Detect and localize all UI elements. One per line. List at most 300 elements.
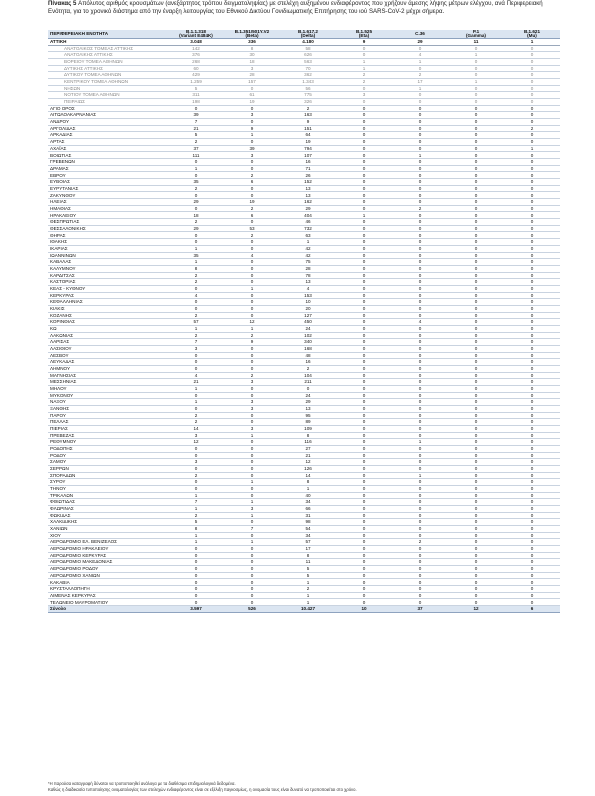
- region-cell: ΛΑΣΙΘΙΟΥ: [48, 345, 168, 352]
- table-row: [48, 199, 560, 206]
- count-cell: 0: [336, 445, 392, 452]
- region-cell: ΑΕΡΟΔΡΟΜΙΟ ΧΑΝΙΩΝ: [48, 572, 168, 579]
- count-cell: 0: [392, 325, 448, 332]
- count-cell: 0: [448, 185, 504, 192]
- count-cell: 0: [504, 385, 560, 392]
- count-cell: 0: [504, 399, 560, 406]
- count-cell: 0: [504, 272, 560, 279]
- region-cell: ΑΧΑΪΑΣ: [48, 145, 168, 152]
- header-line-1: B.1.621: [523, 30, 541, 34]
- count-cell: 0: [392, 125, 448, 132]
- count-cell: 0: [336, 125, 392, 132]
- count-cell: 3: [224, 152, 280, 159]
- count-cell: 12: [168, 439, 224, 446]
- count-cell: 2: [168, 332, 224, 339]
- count-cell: 0: [392, 179, 448, 186]
- count-cell: 0: [448, 65, 504, 72]
- count-cell: 53: [224, 225, 280, 232]
- count-cell: 0: [336, 132, 392, 139]
- region-cell: ΙΘΑΚΗΣ: [48, 239, 168, 246]
- count-cell: 24: [280, 325, 336, 332]
- count-cell: 526: [224, 606, 280, 613]
- count-cell: 0: [504, 479, 560, 486]
- count-cell: 0: [448, 245, 504, 252]
- count-cell: 0: [504, 285, 560, 292]
- count-cell: 0: [504, 425, 560, 432]
- count-cell: 0: [448, 325, 504, 332]
- count-cell: 0: [336, 439, 392, 446]
- count-cell: 66: [280, 506, 336, 513]
- count-cell: 0: [336, 586, 392, 593]
- count-cell: 0: [336, 99, 392, 106]
- count-cell: 0: [336, 359, 392, 366]
- count-cell: 0: [392, 65, 448, 72]
- region-cell: ΕΥΡΥΤΑΝΙΑΣ: [48, 185, 168, 192]
- count-cell: 2: [280, 586, 336, 593]
- count-cell: 0: [448, 526, 504, 533]
- header-line-2: (Eta): [358, 33, 370, 38]
- count-cell: 1: [168, 492, 224, 499]
- count-cell: 1: [280, 486, 336, 493]
- count-cell: 0: [392, 445, 448, 452]
- count-cell: 0: [448, 539, 504, 546]
- region-cell: ΠΙΕΡΙΑΣ: [48, 425, 168, 432]
- region-cell: ΡΕΘΥΜΝΟΥ: [48, 439, 168, 446]
- count-cell: 60: [168, 65, 224, 72]
- count-cell: 0: [448, 385, 504, 392]
- header-line-1: P.1: [472, 30, 480, 34]
- count-cell: 0: [392, 199, 448, 206]
- table-row: [48, 205, 560, 212]
- count-cell: 162: [280, 199, 336, 206]
- count-cell: 0: [504, 592, 560, 599]
- region-cell: ΑΡΓΟΛΙΔΑΣ: [48, 125, 168, 132]
- count-cell: 326: [280, 99, 336, 106]
- count-cell: 1: [504, 39, 560, 46]
- count-cell: 8: [168, 526, 224, 533]
- count-cell: 0: [168, 172, 224, 179]
- table-row: [48, 272, 560, 279]
- count-cell: 1: [448, 52, 504, 59]
- count-cell: 0: [336, 519, 392, 526]
- table-row: [48, 486, 560, 493]
- count-cell: 1: [392, 152, 448, 159]
- count-cell: 404: [280, 212, 336, 219]
- table-row: [48, 526, 560, 533]
- count-cell: 0: [504, 305, 560, 312]
- count-cell: 0: [224, 159, 280, 166]
- count-cell: 10: [280, 299, 336, 306]
- count-cell: 0: [392, 105, 448, 112]
- subregion-row: [48, 52, 560, 59]
- count-cell: 0: [448, 85, 504, 92]
- count-cell: 1: [168, 165, 224, 172]
- table-row: [48, 479, 560, 486]
- count-cell: 0: [504, 379, 560, 386]
- count-cell: 0: [392, 332, 448, 339]
- count-cell: 29: [280, 399, 336, 406]
- count-cell: 1: [336, 59, 392, 66]
- count-cell: 0: [448, 425, 504, 432]
- table-row: [48, 212, 560, 219]
- count-cell: 0: [504, 72, 560, 79]
- count-cell: 20: [280, 305, 336, 312]
- count-cell: 4: [392, 319, 448, 326]
- count-cell: 0: [448, 59, 504, 66]
- count-cell: 0: [448, 45, 504, 52]
- count-cell: 3: [224, 425, 280, 432]
- region-cell: ΚΕΑΣ - ΚΥΘΝΟΥ: [48, 285, 168, 292]
- count-cell: 0: [448, 159, 504, 166]
- caption-label: Πίνακας 5: [48, 0, 79, 7]
- count-cell: 126: [280, 466, 336, 473]
- count-cell: 0: [336, 192, 392, 199]
- count-cell: 0: [448, 459, 504, 466]
- count-cell: 0: [224, 519, 280, 526]
- count-cell: 21: [168, 379, 224, 386]
- count-cell: 71: [280, 165, 336, 172]
- count-cell: 0: [224, 85, 280, 92]
- count-cell: 0: [336, 546, 392, 553]
- count-cell: 0: [504, 319, 560, 326]
- subregion-row: [48, 45, 560, 52]
- table-row: [48, 319, 560, 326]
- count-cell: 0: [392, 519, 448, 526]
- header-region: [48, 30, 168, 39]
- count-cell: 95: [280, 412, 336, 419]
- count-cell: 0: [336, 392, 392, 399]
- region-cell: ΡΟΔΟΠΗΣ: [48, 445, 168, 452]
- count-cell: 0: [336, 425, 392, 432]
- count-cell: 29: [392, 39, 448, 46]
- count-cell: 9: [336, 39, 392, 46]
- count-cell: 0: [448, 152, 504, 159]
- count-cell: 26: [280, 172, 336, 179]
- count-cell: 58: [280, 45, 336, 52]
- subregion-row: [48, 72, 560, 79]
- count-cell: 2: [168, 272, 224, 279]
- count-cell: 0: [224, 385, 280, 392]
- count-cell: 168: [280, 345, 336, 352]
- header-line-1: ΠΕΡΙΦΕΡΕΙΑΚΗ ΕΝΟΤΗΤΑ: [50, 31, 109, 36]
- region-cell: ΛΕΣΒΟΥ: [48, 352, 168, 359]
- count-cell: 0: [336, 339, 392, 346]
- count-cell: 0: [504, 179, 560, 186]
- count-cell: 0: [504, 199, 560, 206]
- count-cell: 0: [336, 325, 392, 332]
- count-cell: 104: [280, 372, 336, 379]
- count-cell: 0: [224, 139, 280, 146]
- count-cell: 0: [448, 552, 504, 559]
- count-cell: 0: [448, 199, 504, 206]
- count-cell: 29: [168, 225, 224, 232]
- count-cell: 0: [392, 245, 448, 252]
- count-cell: 0: [392, 486, 448, 493]
- count-cell: 0: [336, 272, 392, 279]
- count-cell: 0: [448, 439, 504, 446]
- region-cell: ΜΕΣΣΗΝΙΑΣ: [48, 379, 168, 386]
- count-cell: 0: [448, 72, 504, 79]
- count-cell: 0: [392, 419, 448, 426]
- region-cell: ΛΙΜΕΝΑΣ ΚΕΡΚΥΡΑΣ: [48, 592, 168, 599]
- table-row: [48, 559, 560, 566]
- count-cell: 2: [224, 332, 280, 339]
- count-cell: 0: [504, 539, 560, 546]
- count-cell: 0: [392, 239, 448, 246]
- count-cell: 0: [336, 506, 392, 513]
- count-cell: 0: [392, 425, 448, 432]
- count-cell: 0: [504, 519, 560, 526]
- count-cell: 0: [392, 372, 448, 379]
- count-cell: 0: [168, 559, 224, 566]
- count-cell: 6: [224, 179, 280, 186]
- count-cell: 0: [504, 279, 560, 286]
- count-cell: 362: [280, 72, 336, 79]
- count-cell: 2: [224, 232, 280, 239]
- count-cell: 0: [336, 492, 392, 499]
- count-cell: 107: [280, 152, 336, 159]
- count-cell: 1: [280, 239, 336, 246]
- count-cell: 0: [336, 299, 392, 306]
- region-cell: ΤΗΝΟΥ: [48, 486, 168, 493]
- count-cell: 0: [168, 365, 224, 372]
- table-row: [48, 179, 560, 186]
- count-cell: 0: [168, 352, 224, 359]
- count-cell: 2: [336, 72, 392, 79]
- count-cell: 268: [168, 59, 224, 66]
- count-cell: 0: [168, 572, 224, 579]
- count-cell: 0: [392, 365, 448, 372]
- count-cell: 0: [336, 159, 392, 166]
- region-cell: ΑΕΡΟΔΡΟΜΙΟ ΗΡΑΚΛΕΙΟΥ: [48, 546, 168, 553]
- count-cell: 0: [392, 452, 448, 459]
- count-cell: 1: [224, 432, 280, 439]
- table-row: [48, 239, 560, 246]
- count-cell: 0: [224, 265, 280, 272]
- count-cell: 127: [280, 312, 336, 319]
- count-cell: 0: [336, 112, 392, 119]
- table-row: [48, 385, 560, 392]
- count-cell: 0: [448, 412, 504, 419]
- caption-text: Απόλυτος αριθμός κρουσμάτων (ανεξάρτητος τρόπου δειγματοληψίας) με στελέχη αυξημένου ενδιαφέροντος που χρήζουν άμεσης λήψης μέτρων ελέγχου, ανά Περιφερειακή Ενότητα, για το χρονικό διάστημα από την έναρξη λειτουργίας του Εθνικού Δικτύου Γονιδιωματικής Επιτήρησης του ιού SARS-CoV-2 μέχρι σήμερα.: [48, 0, 543, 15]
- region-cell: ΧΑΝΙΩΝ: [48, 526, 168, 533]
- count-cell: 0: [392, 139, 448, 146]
- count-cell: 0: [448, 572, 504, 579]
- count-cell: 0: [448, 139, 504, 146]
- header-line-1: B.1.617.2: [298, 30, 318, 34]
- region-cell: ΒΟΙΩΤΙΑΣ: [48, 152, 168, 159]
- count-cell: 0: [504, 159, 560, 166]
- count-cell: 0: [392, 379, 448, 386]
- table-row: [48, 365, 560, 372]
- table-row: [48, 492, 560, 499]
- region-cell: ΦΛΩΡΙΝΑΣ: [48, 506, 168, 513]
- count-cell: 0: [448, 392, 504, 399]
- count-cell: 0: [448, 566, 504, 573]
- count-cell: 27: [280, 445, 336, 452]
- count-cell: 0: [336, 419, 392, 426]
- table-row: [48, 539, 560, 546]
- count-cell: 3: [224, 399, 280, 406]
- count-cell: 0: [504, 372, 560, 379]
- count-cell: 24: [280, 392, 336, 399]
- count-cell: 0: [392, 352, 448, 359]
- count-cell: 0: [392, 252, 448, 259]
- region-cell: ΣΕΡΡΩΝ: [48, 466, 168, 473]
- region-cell: ΚΙΛΚΙΣ: [48, 305, 168, 312]
- count-cell: 0: [504, 532, 560, 539]
- subregion-row: [48, 92, 560, 99]
- count-cell: 2: [392, 205, 448, 212]
- region-cell: ΣΥΡΟΥ: [48, 479, 168, 486]
- count-cell: 0: [336, 379, 392, 386]
- table-row: [48, 125, 560, 132]
- count-cell: 0: [392, 399, 448, 406]
- count-cell: 0: [336, 305, 392, 312]
- count-cell: 0: [392, 532, 448, 539]
- table-row: [48, 392, 560, 399]
- count-cell: 0: [392, 492, 448, 499]
- count-cell: 0: [168, 405, 224, 412]
- region-cell: ΚΟΡΙΝΘΙΑΣ: [48, 319, 168, 326]
- count-cell: 2: [224, 205, 280, 212]
- region-cell: ΧΙΟΥ: [48, 532, 168, 539]
- table-row: [48, 506, 560, 513]
- count-cell: 794: [280, 145, 336, 152]
- count-cell: 0: [392, 99, 448, 106]
- count-cell: 78: [280, 272, 336, 279]
- count-cell: 0: [448, 472, 504, 479]
- count-cell: 0: [448, 372, 504, 379]
- count-cell: 0: [504, 512, 560, 519]
- count-cell: 1: [448, 79, 504, 86]
- count-cell: 0: [504, 79, 560, 86]
- count-cell: 0: [224, 579, 280, 586]
- count-cell: 151: [280, 125, 336, 132]
- count-cell: 11: [448, 39, 504, 46]
- count-cell: 0: [504, 526, 560, 533]
- count-cell: 0: [336, 512, 392, 519]
- count-cell: 14: [168, 425, 224, 432]
- count-cell: 0: [336, 165, 392, 172]
- count-cell: 18: [168, 212, 224, 219]
- region-cell: ΚΕΡΚΥΡΑΣ: [48, 292, 168, 299]
- count-cell: 0: [504, 112, 560, 119]
- count-cell: 0: [224, 559, 280, 566]
- count-cell: 0: [224, 592, 280, 599]
- count-cell: 61: [224, 92, 280, 99]
- count-cell: 0: [504, 239, 560, 246]
- count-cell: 116: [280, 439, 336, 446]
- count-cell: 0: [448, 466, 504, 473]
- count-cell: 0: [224, 546, 280, 553]
- count-cell: 450: [280, 319, 336, 326]
- count-cell: 0: [504, 352, 560, 359]
- count-cell: 3: [224, 405, 280, 412]
- count-cell: 0: [392, 506, 448, 513]
- region-cell: ΕΒΡΟΥ: [48, 172, 168, 179]
- count-cell: 3.597: [168, 606, 224, 613]
- region-cell: ΗΛΕΙΑΣ: [48, 199, 168, 206]
- footnote-1: *Η παρούσα καταγραφή δύναται να τροποποιηθεί ανάλογα με τα διαθέσιμα επιδημιολογικά δεδομένα.: [48, 781, 236, 786]
- region-cell: ΖΑΚΥΝΘΟΥ: [48, 192, 168, 199]
- header-variant: [224, 30, 280, 39]
- count-cell: 0: [224, 392, 280, 399]
- count-cell: 37: [168, 145, 224, 152]
- count-cell: 0: [224, 345, 280, 352]
- table-row: [48, 252, 560, 259]
- count-cell: 775: [280, 92, 336, 99]
- region-cell: ΑΕΡΟΔΡΟΜΙΟ ΡΟΔΟΥ: [48, 566, 168, 573]
- region-cell: ΑΝΑΤΟΛΙΚΟΣ ΤΟΜΕΑΣ ΑΤΤΙΚΗΣ: [48, 45, 168, 52]
- table-row: [48, 305, 560, 312]
- count-cell: 0: [448, 399, 504, 406]
- count-cell: 19: [224, 199, 280, 206]
- region-cell: ΠΑΡΟΥ: [48, 412, 168, 419]
- count-cell: 0: [448, 205, 504, 212]
- count-cell: 0: [448, 179, 504, 186]
- count-cell: 0: [336, 345, 392, 352]
- count-cell: 0: [336, 532, 392, 539]
- count-cell: 0: [448, 132, 504, 139]
- count-cell: 2: [224, 372, 280, 379]
- count-cell: 1: [224, 479, 280, 486]
- count-cell: 0: [336, 232, 392, 239]
- table-row: [48, 546, 560, 553]
- count-cell: 0: [392, 265, 448, 272]
- count-cell: 3.048: [168, 39, 224, 46]
- count-cell: 0: [392, 405, 448, 412]
- table-row: [48, 566, 560, 573]
- count-cell: 0: [168, 599, 224, 606]
- count-cell: 0: [392, 526, 448, 533]
- count-cell: 563: [280, 59, 336, 66]
- count-cell: 0: [336, 559, 392, 566]
- table-row: [48, 405, 560, 412]
- count-cell: 37: [392, 606, 448, 613]
- count-cell: 0: [448, 345, 504, 352]
- count-cell: 0: [168, 205, 224, 212]
- count-cell: 0: [336, 385, 392, 392]
- count-cell: 0: [448, 219, 504, 226]
- count-cell: 70: [280, 65, 336, 72]
- region-cell: ΔΥΤΙΚΟΥ ΤΟΜΕΑ ΑΘΗΝΩΝ: [48, 72, 168, 79]
- count-cell: 0: [392, 259, 448, 266]
- count-cell: 0: [168, 486, 224, 493]
- count-cell: 0: [336, 145, 392, 152]
- header-line-1: B.1.351/501Y.V2: [234, 30, 270, 34]
- count-cell: 0: [504, 486, 560, 493]
- count-cell: 0: [448, 432, 504, 439]
- count-cell: 0: [504, 452, 560, 459]
- count-cell: 0: [224, 552, 280, 559]
- region-cell: ΑΕΡΟΔΡΟΜΙΟ ΜΑΚΕΔΟΝΙΑΣ: [48, 559, 168, 566]
- count-cell: 0: [504, 132, 560, 139]
- count-cell: 0: [448, 299, 504, 306]
- count-cell: 0: [168, 466, 224, 473]
- count-cell: 2: [168, 139, 224, 146]
- count-cell: 0: [448, 546, 504, 553]
- count-cell: 0: [448, 305, 504, 312]
- count-cell: 4: [224, 252, 280, 259]
- footnote-2: Καθώς η διαδικασία τυποποίησης ονοματολογίας των στελεχών ενδιαφέροντος είναι σε εξέλιξη παγκοσμίως, η ονομασία τους είναι δυνατό να τροποποιείται στο χρόνο.: [48, 787, 357, 792]
- count-cell: 0: [448, 592, 504, 599]
- region-cell: ΑΡΚΑΔΙΑΣ: [48, 132, 168, 139]
- table-caption: [48, 0, 568, 15]
- count-cell: 0: [504, 345, 560, 352]
- count-cell: 0: [392, 566, 448, 573]
- count-cell: 0: [392, 45, 448, 52]
